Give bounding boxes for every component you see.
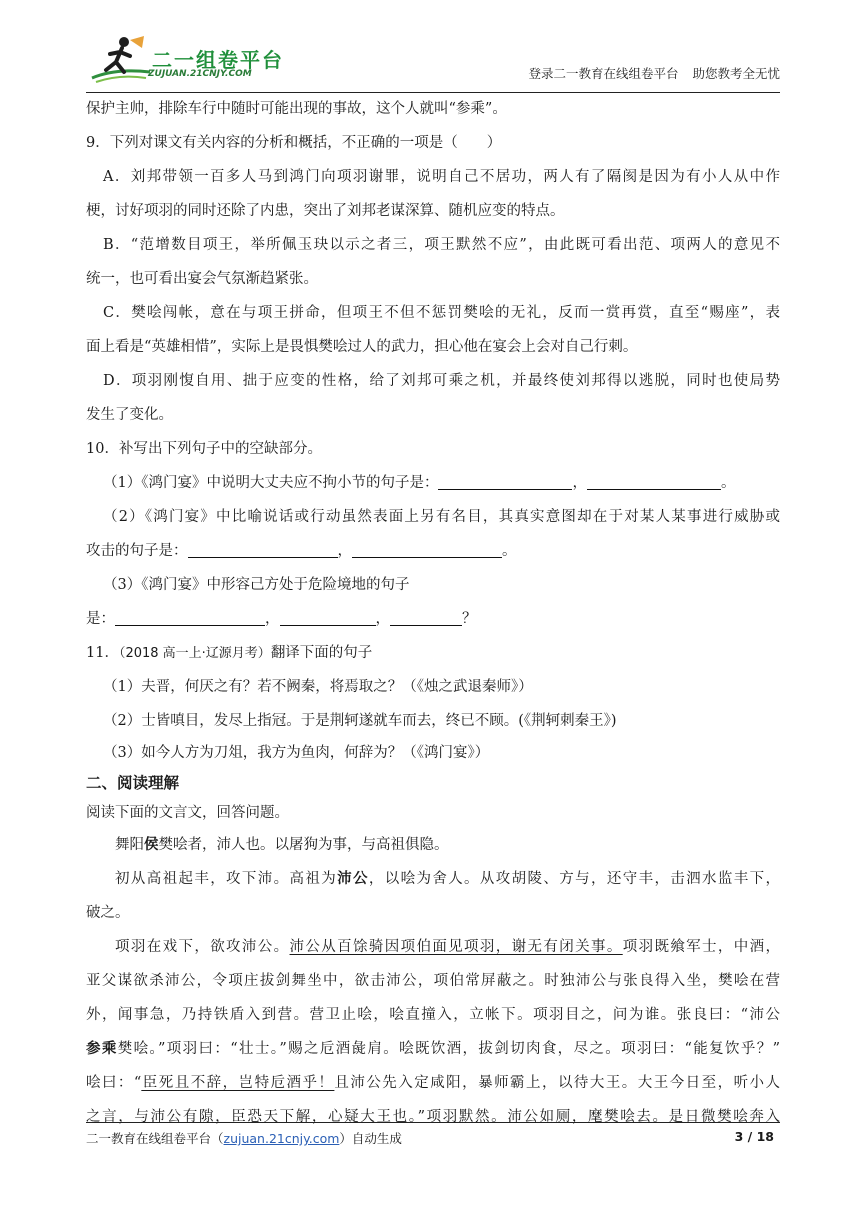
reading-intro: 阅读下面的文言文，回答问题。 (86, 805, 289, 821)
answer-blank[interactable] (352, 542, 502, 558)
q10-item-3-line1: （3）《鸿门宴》中形容己方处于危险境地的句子 (103, 577, 410, 593)
passage-text: 项羽在戏下，欲攻沛公。 (115, 939, 290, 955)
header-login-link[interactable]: 登录二一教育在线组卷平台 (528, 66, 679, 81)
passage-line: 亚父谋欲杀沛公，令项庄拔剑舞坐中，欲击沛公，项伯常屏蔽之。时独沛公与张良得入坐，樊哙在营 (86, 973, 780, 989)
section-heading: 二、阅读理解 (86, 774, 180, 792)
option-d-line2: 发生了变化。 (86, 407, 173, 423)
question-11-text: 翻译下面的句子 (270, 645, 373, 661)
answer-blank[interactable] (390, 610, 462, 626)
q10-item-2-line1: （2）《鸿门宴》中比喻说话或行动虽然表面上另有名目，其真实意图却在于对某人某事进行威胁或 (103, 509, 780, 525)
footer-text: ）自动生成 (339, 1131, 402, 1146)
q10-item-1: （1）《鸿门宴》中说明大丈夫应不拘小节的句子是： ， 。 (103, 475, 736, 491)
passage-line: 外，闻事急，乃持铁盾入到营。营卫止哙，哙直撞入，立帐下。项羽目之，问为谁。张良曰：“沛公 (86, 1007, 780, 1023)
option-b-line1: B．“范增数目项王，举所佩玉玦以示之者三，项王默然不应”，由此既可看出范、项两人的意见不 (103, 237, 780, 253)
passage-text: 樊哙。”项羽曰：“壮士。”赐之卮酒彘肩。哙既饮酒，拔剑切肉食，尽之。项羽曰：“能复饮乎？” (117, 1041, 780, 1057)
answer-blank[interactable] (587, 474, 721, 490)
question-number: 11． (86, 645, 119, 661)
logo-name: 二一组卷平台 (152, 48, 284, 72)
option-d-line1: D．项羽刚愎自用、拙于应变的性格，给了刘邦可乘之机，并最终使刘邦得以逃脱，同时也使局势 (103, 373, 780, 389)
q11-item-1: （1）夫晋，何厌之有？若不阙秦，将焉取之？（《烛之武退秦师》） (103, 679, 533, 695)
header-tagline: 助您教考全无忧 (692, 66, 780, 81)
q10-item-3-text: 是： (86, 611, 115, 627)
passage-line (86, 828, 780, 862)
passage-line: 之言，与沛公有隙，臣恐天下解，心疑大王也。”项羽默然。沛公如厕，麾樊哙去。是日微樊哙奔入 (86, 1109, 780, 1125)
underlined-sentence: 沛公从百馀骑因项伯面见项羽，谢无有闭关事。 (289, 939, 623, 955)
underlined-sentence: 臣死且不辞，岂特卮酒乎！ (141, 1075, 335, 1091)
passage-text: 初从高祖起丰，攻下沛。高祖为 (115, 871, 338, 887)
bold-word: 侯 (144, 836, 159, 853)
answer-blank[interactable] (280, 610, 376, 626)
passage-text: 樊哙者，沛人也。以屠狗为事，与高祖俱隐。 (158, 837, 449, 853)
bold-word: 参乘 (86, 1040, 118, 1057)
header-slogan (528, 64, 780, 82)
q10-item-2-text: 攻击的句子是： (86, 543, 188, 559)
site-logo[interactable] (86, 34, 286, 86)
footer-text: 二一教育在线组卷平台（ (86, 1131, 224, 1146)
passage-line (86, 862, 780, 896)
passage-text: 且沛公先入定咸阳，暴师霸上，以待大王。大王今日至，听小人 (334, 1075, 780, 1091)
option-a-line1: A．刘邦带领一百多人马到鸿门向项羽谢罪，说明自己不居功，两人有了隔阂是因为有小人从中作 (103, 169, 780, 185)
question-11-stem (86, 636, 780, 670)
text-line: 保护主帅，排除车行中随时可能出现的事故，这个人就叫“参乘”。 (86, 101, 507, 117)
footer-source (86, 1129, 402, 1147)
answer-blank[interactable] (115, 610, 265, 626)
answer-blank[interactable] (438, 474, 572, 490)
option-a-line2: 梗，讨好项羽的同时还除了内患，突出了刘邦老谋深算、随机应变的特点。 (86, 203, 565, 219)
runner-logo-icon (86, 34, 156, 88)
q10-item-2-line2: 攻击的句子是： ， 。 (86, 543, 517, 559)
footer-link[interactable]: zujuan.21cnjy.com (223, 1131, 340, 1146)
option-b-line2: 统一，也可看出宴会气氛渐趋紧张。 (86, 271, 318, 287)
question-9-stem: 9．下列对课文有关内容的分析和概括，不正确的一项是（ ） (86, 135, 502, 151)
answer-blank[interactable] (188, 542, 338, 558)
passage-text: 哙曰：“ (86, 1075, 142, 1091)
page-number: 3 / 18 (734, 1129, 774, 1144)
page-header (86, 34, 780, 93)
passage-line: 破之。 (86, 905, 130, 921)
passage-text: 项羽既飨军士，中酒， (622, 939, 780, 955)
passage-line (86, 1066, 780, 1100)
page-content (86, 92, 780, 1134)
q10-item-3-line2: 是： ， ， ？ (86, 611, 477, 627)
option-c-line1: C．樊哙闯帐，意在与项王拼命，但项王不但不惩罚樊哙的无礼，反而一赏再赏，直至“赐座”，表 (103, 305, 780, 321)
question-source: （2018 高一上·辽源月考） (118, 646, 271, 661)
logo-url: ZUJUAN.21CNJY.COM (148, 69, 252, 79)
option-c-line2: 面上看是“英雄相惜”，实际上是畏惧樊哙过人的武力，担心他在宴会上会对自己行刺。 (86, 339, 638, 355)
q11-item-3: （3）如今人方为刀俎，我方为鱼肉，何辞为？（《鸿门宴》） (103, 745, 490, 761)
bold-word: 沛公 (337, 870, 369, 887)
q11-item-2: （2）士皆嗔目，发尽上指冠。于是荆轲遂就车而去，终已不顾。(《荆轲刺秦王》) (103, 713, 617, 729)
question-10-stem: 10．补写出下列句子中的空缺部分。 (86, 441, 322, 457)
passage-line (86, 930, 780, 964)
page-footer (86, 1122, 780, 1147)
passage-text: 舞阳 (115, 837, 144, 853)
passage-line (86, 1032, 780, 1066)
q10-item-1-text: （1）《鸿门宴》中说明大丈夫应不拘小节的句子是： (103, 475, 439, 491)
passage-text: ，以哙为舍人。从攻胡陵、方与，还守丰，击泗水监丰下， (368, 871, 780, 887)
